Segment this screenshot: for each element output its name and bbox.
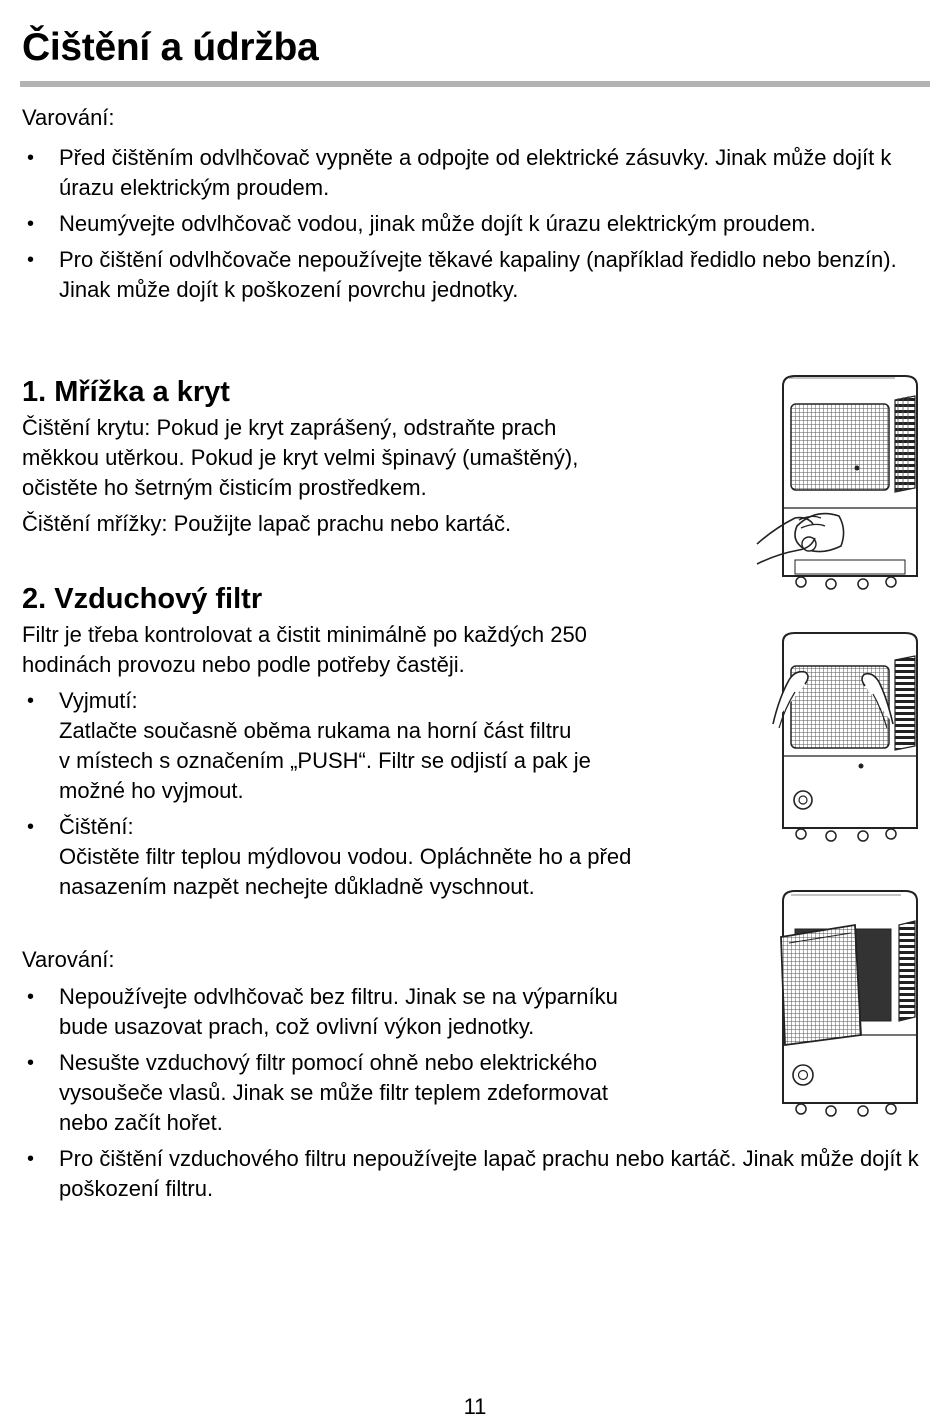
bullet-icon: •	[27, 986, 35, 1008]
dehumidifier-filter-removed-icon	[755, 885, 935, 1117]
bullet-icon: •	[27, 147, 35, 169]
list-item: • Neumývejte odvlhčovač vodou, jinak může dojít k úrazu elektrickým proudem.	[22, 209, 922, 239]
list-item: • Před čištěním odvlhčovač vypněte a odpojte od elektrické zásuvky. Jinak může dojít k úrazu elektrickým proudem.	[27, 145, 892, 200]
page-title: Čištění a údržba	[22, 26, 319, 69]
list-item: • Nesušte vzduchový filtr pomocí ohně nebo elektrického vysoušeče vlasů. Jinak se může filtr teplem zdeformovat nebo začít hořet.	[27, 1050, 609, 1135]
text-line: očistěte ho šetrným čisticím prostředkem.	[22, 475, 427, 500]
section-heading: 2. Vzduchový filtr	[22, 583, 263, 615]
text-line: hodinách provozu nebo podle potřeby častěji.	[22, 652, 465, 677]
text-line: Čištění mřížky: Použijte lapač prachu nebo kartáč.	[22, 511, 512, 536]
title-divider	[20, 81, 930, 87]
section-grille-cover	[22, 375, 742, 539]
page-number: 11	[463, 1394, 487, 1419]
dehumidifier-filter-push-icon	[755, 628, 935, 843]
text-line: Filtr je třeba kontrolovat a čistit minimálně po každých 250	[22, 622, 587, 647]
text-line: měkkou utěrkou. Pokud je kryt velmi špinavý (umaštěný),	[22, 445, 579, 470]
section-heading: 1. Mřížka a kryt	[22, 376, 230, 408]
warning-list	[22, 143, 922, 305]
bullet-icon: •	[27, 690, 35, 712]
list-item: • Vyjmutí: Zatlačte současně oběma rukama na horní část filtru v místech s označením „PUSH“. Filtr se odjistí a pak je možné ho vyjmout.	[27, 688, 591, 803]
list-item: • Nepoužívejte odvlhčovač bez filtru. Jinak se na výparníku bude usazovat prach, což ovlivní výkon jednotky.	[27, 984, 618, 1039]
bullet-icon: •	[27, 1052, 35, 1074]
section-air-filter	[22, 582, 762, 908]
list-item: • Pro čištění vzduchového filtru nepoužívejte lapač prachu nebo kartáč. Jinak může dojít k poškození filtru.	[27, 1146, 919, 1201]
warning-label: Varování:	[22, 105, 115, 130]
warning-block-1	[22, 104, 922, 311]
bullet-icon: •	[27, 249, 35, 271]
warning-label: Varování:	[22, 947, 115, 972]
list-item: • Čištění: Očistěte filtr teplou mýdlovou vodou. Opláchněte ho a před nasazením nazpět nechejte důkladně vyschnout.	[27, 814, 632, 899]
bullet-icon: •	[27, 213, 35, 235]
bullet-icon: •	[27, 1148, 35, 1170]
text-line: Čištění krytu: Pokud je kryt zaprášený, odstraňte prach	[22, 415, 557, 440]
dehumidifier-wipe-icon	[755, 368, 935, 593]
list-item: • Pro čištění odvlhčovače nepoužívejte těkavé kapaliny (například ředidlo nebo benzín). Jinak může dojít k poškození povrchu jednotky.	[27, 247, 897, 302]
filter-steps-list	[22, 686, 762, 902]
bullet-icon: •	[27, 816, 35, 838]
